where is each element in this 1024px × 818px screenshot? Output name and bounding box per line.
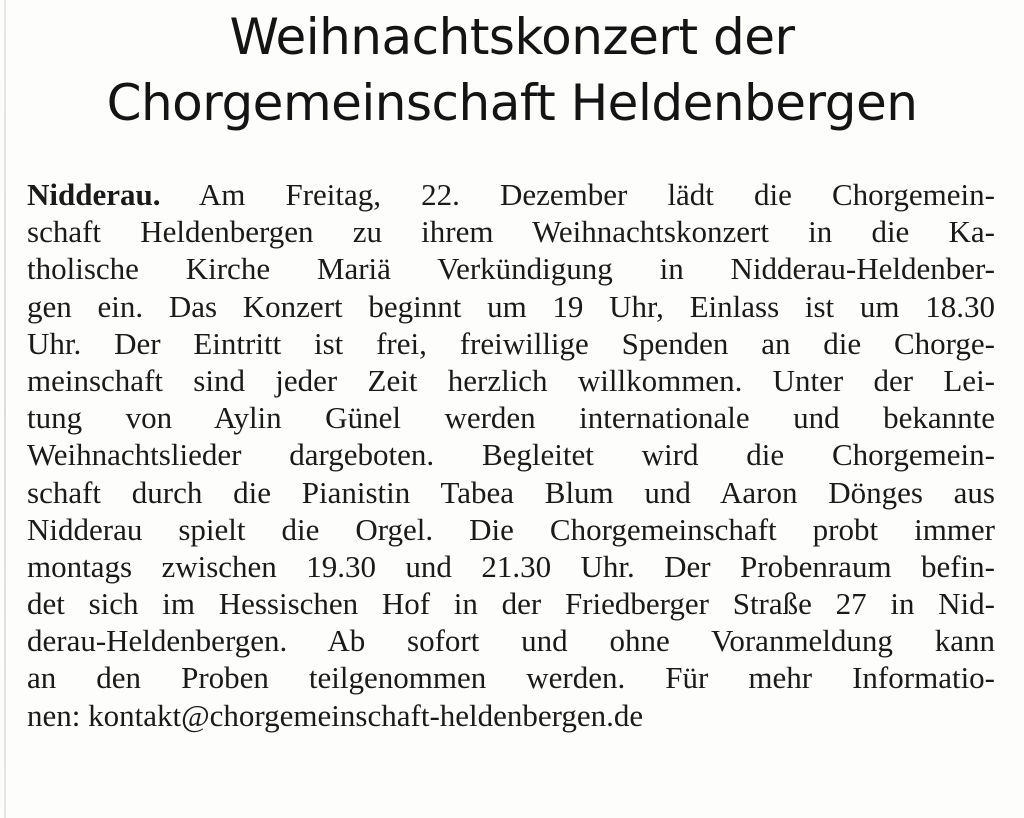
contact-email-line: nen: kontakt@chorgemeinschaft-heldenbergen.de — [27, 697, 644, 733]
article-headline — [0, 4, 1024, 136]
body-line-6: meinschaft sind jeder Zeit herzlich willkommen. Unter der Lei- — [27, 362, 995, 398]
body-line-5: Uhr. Der Eintritt ist frei, freiwillige Spenden an die Chorge- — [27, 325, 995, 361]
body-line-10: Nidderau spielt die Orgel. Die Chorgemeinschaft probt immer — [27, 511, 995, 547]
body-line-7: tung von Aylin Günel werden internationale und bekannte — [27, 400, 995, 436]
body-line-8: Weihnachtslieder dargeboten. Begleitet wird die Chorgemein- — [27, 437, 995, 473]
body-line-14: an den Proben teilgenommen werden. Für mehr Informatio- — [27, 660, 995, 696]
headline-line-2: Chorgemeinschaft Heldenbergen — [106, 74, 918, 132]
body-line-11: montags zwischen 19.30 und 21.30 Uhr. Der Probenraum befin- — [27, 548, 995, 584]
body-line-3: tholische Kirche Mariä Verkündigung in Nidderau-Heldenber- — [27, 251, 995, 287]
body-line-13: derau-Heldenbergen. Ab sofort und ohne Voranmeldung kann — [27, 623, 995, 659]
headline-line-1: Weihnachtskonzert der — [229, 8, 795, 66]
body-line-12: det sich im Hessischen Hof in der Friedberger Straße 27 in Nid- — [27, 586, 995, 622]
article-body — [27, 176, 995, 734]
body-line-9: schaft durch die Pianistin Tabea Blum und Aaron Dönges aus — [27, 474, 995, 510]
body-line-1-text: Am Freitag, 22. Dezember lädt die Chorgemein- — [160, 177, 995, 212]
body-line-2: schaft Heldenbergen zu ihrem Weihnachtskonzert in die Ka- — [27, 214, 995, 250]
body-line-1 — [27, 176, 995, 213]
dateline: Nidderau. — [27, 177, 161, 212]
body-line-4: gen ein. Das Konzert beginnt um 19 Uhr, Einlass ist um 18.30 — [27, 288, 995, 324]
